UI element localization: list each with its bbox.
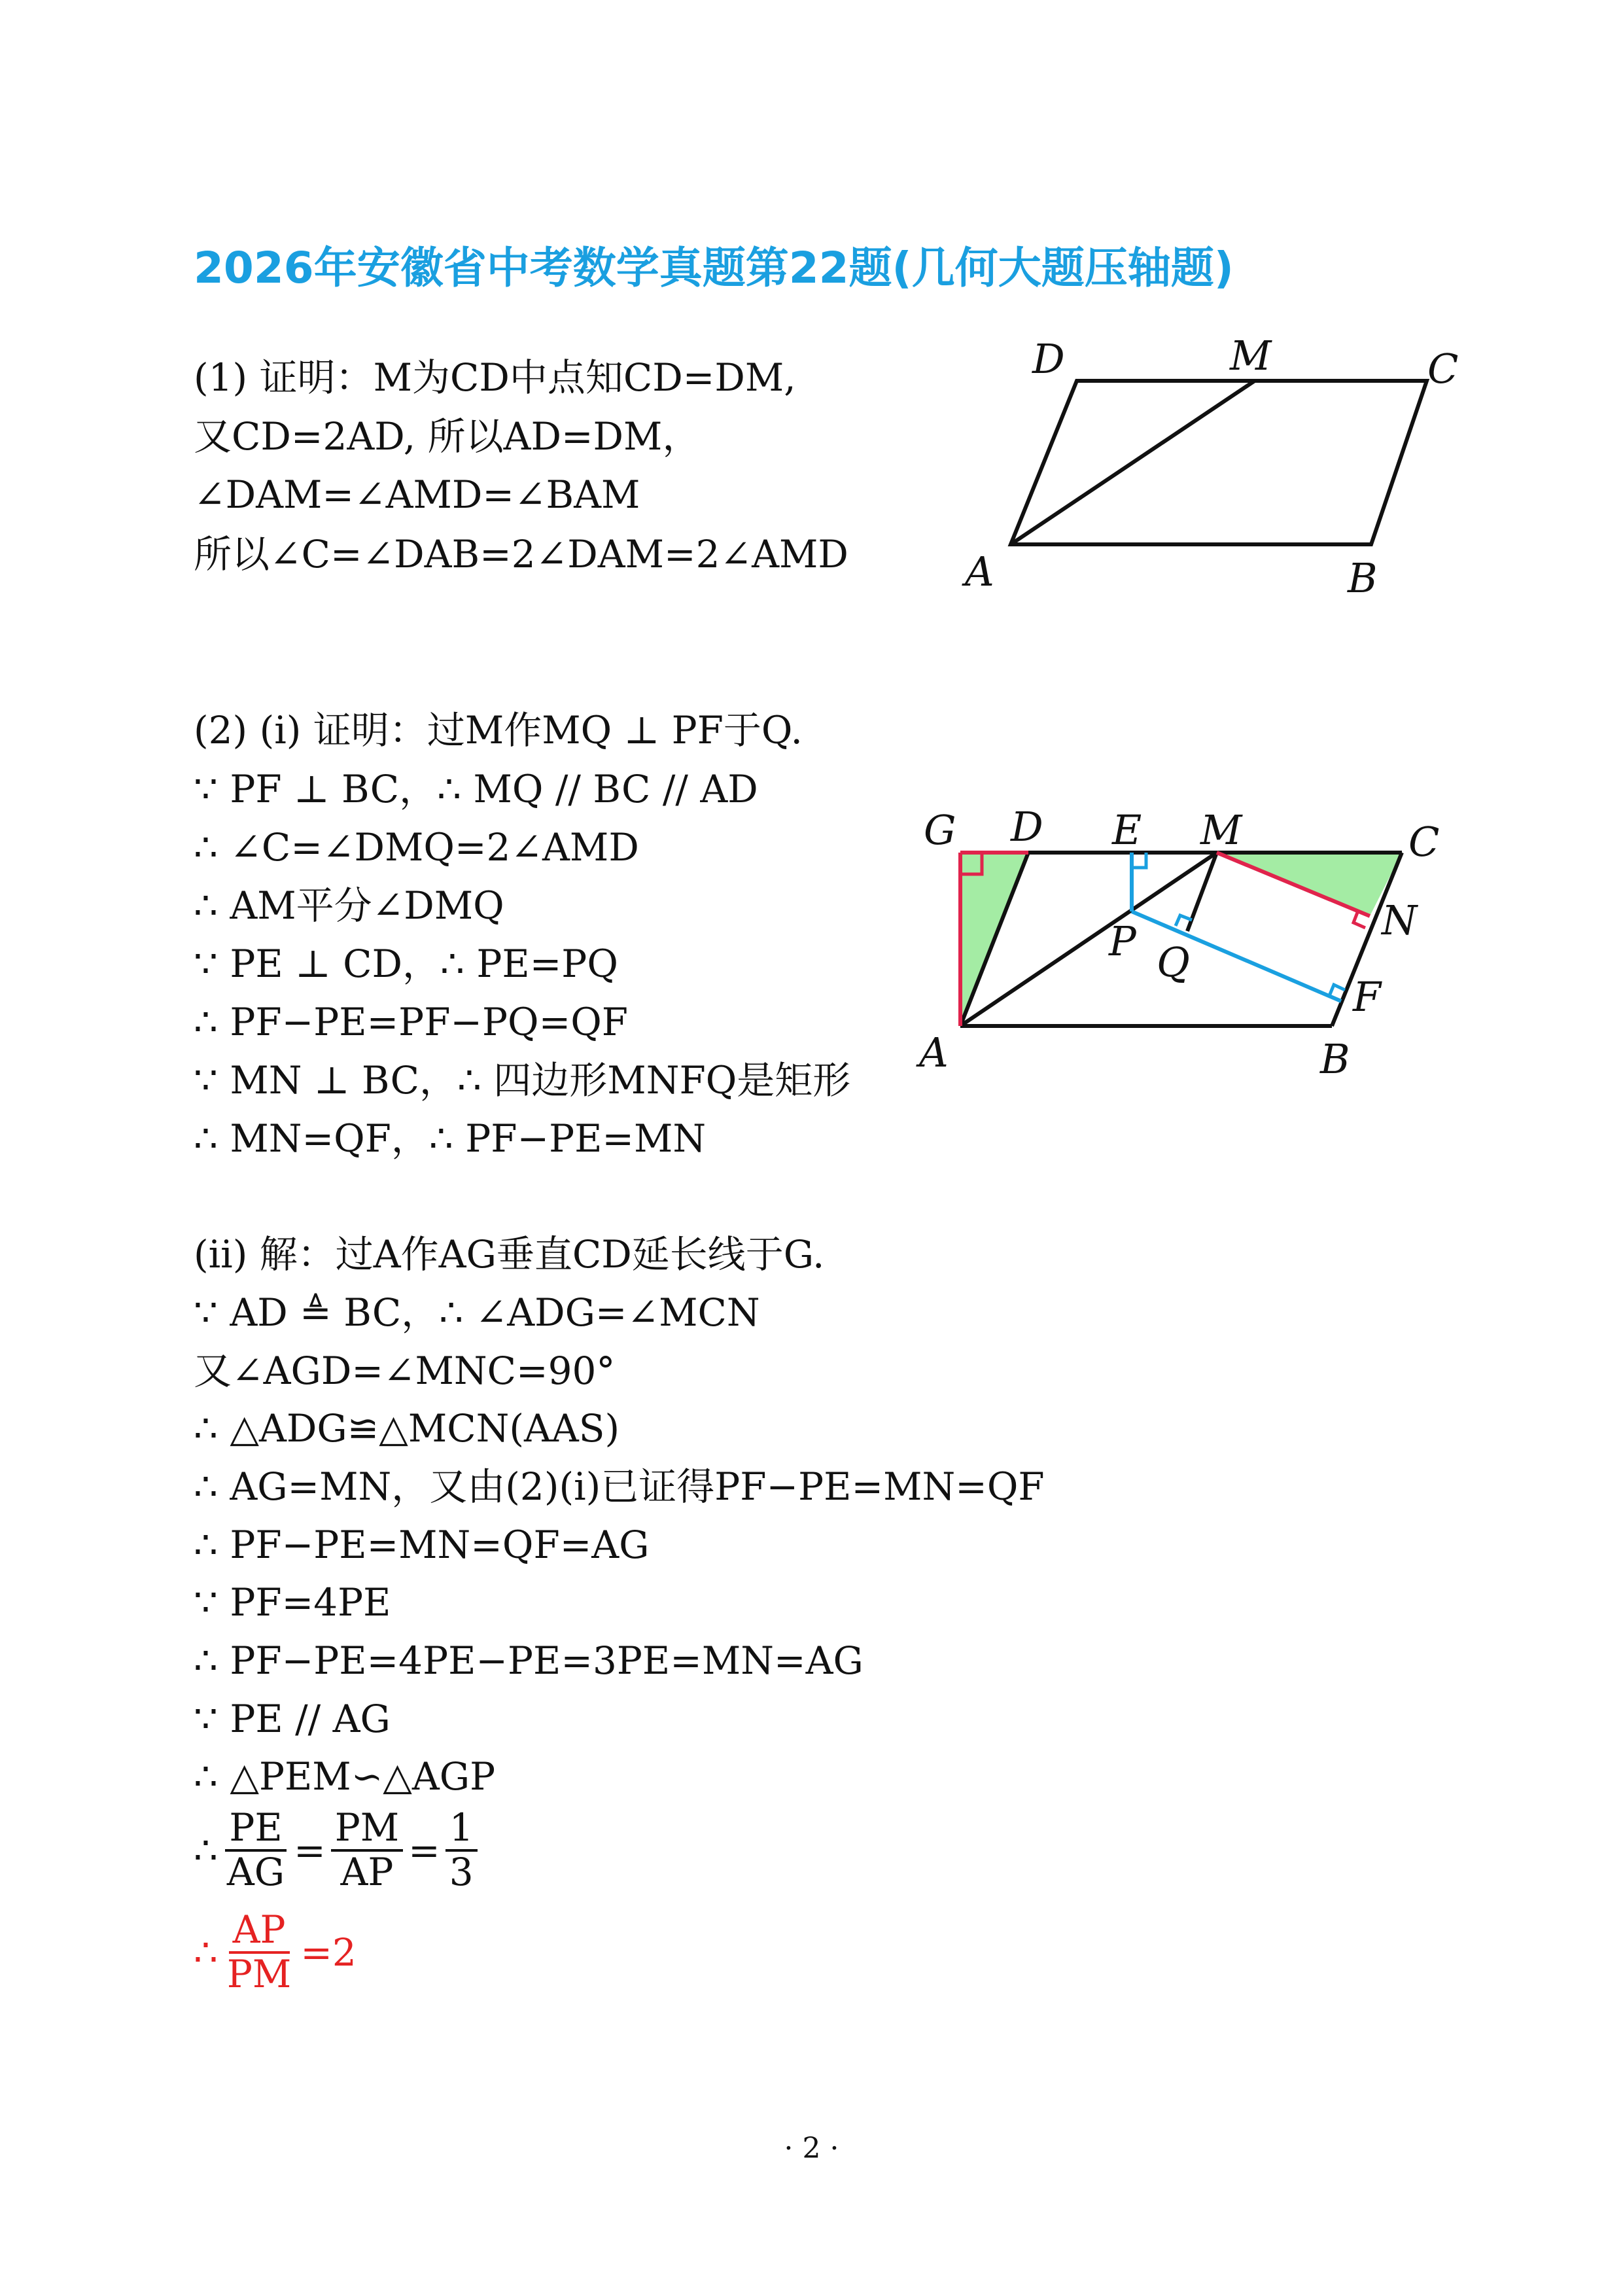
part2ii-line-1: (ii) 解：过A作AG垂直CD延长线于G. <box>194 1232 825 1277</box>
label-a: A <box>965 548 994 595</box>
label-g: G <box>924 806 956 854</box>
part2ii-line-10: ∴ △PEM∽△AGP <box>194 1754 496 1799</box>
fraction-numerator: PM <box>331 1807 403 1852</box>
fraction-denominator: 3 <box>449 1849 474 1894</box>
part1-line-1: (1) 证明：M为CD中点知CD=DM, <box>194 355 796 400</box>
label-c: C <box>1427 345 1459 393</box>
part2i-line-8: ∴ MN=QF，∴ PF−PE=MN <box>194 1116 707 1161</box>
fraction-denominator: PM <box>226 1951 292 1996</box>
part2ii-line-2: ∵ AD ≜ BC，∴ ∠ADG=∠MCN <box>194 1290 760 1335</box>
part2ii-line-4: ∴ △ADG≌△MCN(AAS) <box>194 1406 620 1451</box>
page-number: · 2 · <box>784 2132 839 2165</box>
part2i-line-1: (2) (i) 证明：过M作MQ ⊥ PF于Q. <box>194 708 803 752</box>
part1-line-2: 又CD=2AD, 所以AD=DM， <box>194 414 701 459</box>
fraction-denominator: AG <box>226 1849 285 1894</box>
part2ii-line-9: ∵ PE // AG <box>194 1697 391 1741</box>
label-e: E <box>1112 806 1142 854</box>
part2ii-line-7: ∵ PF=4PE <box>194 1580 391 1625</box>
fraction-denominator: AP <box>340 1849 394 1894</box>
part2i-line-4: ∴ AM平分∠DMQ <box>194 883 504 928</box>
label-n: N <box>1382 896 1418 944</box>
label-c: C <box>1408 818 1440 866</box>
fraction-numerator: AP <box>229 1909 290 1954</box>
part2i-line-6: ∴ PF−PE=PF−PQ=QF <box>194 1000 628 1044</box>
label-b: B <box>1320 1035 1350 1083</box>
label-d: D <box>1032 335 1065 383</box>
part2i-line-3: ∴ ∠C=∠DMQ=2∠AMD <box>194 825 639 870</box>
page-title: 2026年安徽省中考数学真题第22题(几何大题压轴题) <box>194 243 1234 293</box>
fraction-numerator: 1 <box>445 1807 478 1852</box>
fraction-pe-ag <box>223 1807 288 1894</box>
ratio-equation <box>194 1807 483 1894</box>
part2i-line-5: ∵ PE ⊥ CD，∴ PE=PQ <box>194 942 618 986</box>
final-answer <box>194 1909 357 1996</box>
answer-value: =2 <box>300 1930 357 1975</box>
part2ii-line-8: ∴ PF−PE=4PE−PE=3PE=MN=AG <box>194 1638 864 1683</box>
label-f: F <box>1353 973 1382 1021</box>
fraction-numerator: PE <box>225 1807 286 1852</box>
label-m: M <box>1200 806 1242 854</box>
label-d: D <box>1011 803 1043 851</box>
fraction-ap-pm <box>223 1909 295 1996</box>
fraction-pm-ap <box>331 1807 403 1894</box>
label-p: P <box>1109 917 1136 965</box>
part2i-line-2: ∵ PF ⊥ BC，∴ MQ // BC // AD <box>194 767 758 811</box>
part2i-line-7: ∵ MN ⊥ BC，∴ 四边形MNFQ是矩形 <box>194 1058 851 1103</box>
part2ii-line-3: 又∠AGD=∠MNC=90° <box>194 1349 616 1393</box>
fraction-one-third <box>445 1807 478 1894</box>
right-angle-e <box>1132 853 1146 868</box>
part1-line-3: ∠DAM=∠AMD=∠BAM <box>194 472 640 517</box>
equals-sign: = <box>294 1828 326 1873</box>
label-q: Q <box>1157 938 1190 986</box>
part2ii-line-5: ∴ AG=MN，又由(2)(i)已证得PF−PE=MN=QF <box>194 1464 1045 1509</box>
part2ii-line-6: ∴ PF−PE=MN=QF=AG <box>194 1523 650 1567</box>
part1-line-4: 所以∠C=∠DAB=2∠DAM=2∠AMD <box>194 532 848 576</box>
label-a: A <box>919 1029 949 1076</box>
therefore-symbol: ∴ <box>194 1828 218 1873</box>
label-b: B <box>1348 554 1378 602</box>
therefore-symbol: ∴ <box>194 1930 218 1975</box>
equals-sign: = <box>408 1828 440 1873</box>
label-m: M <box>1230 332 1272 380</box>
